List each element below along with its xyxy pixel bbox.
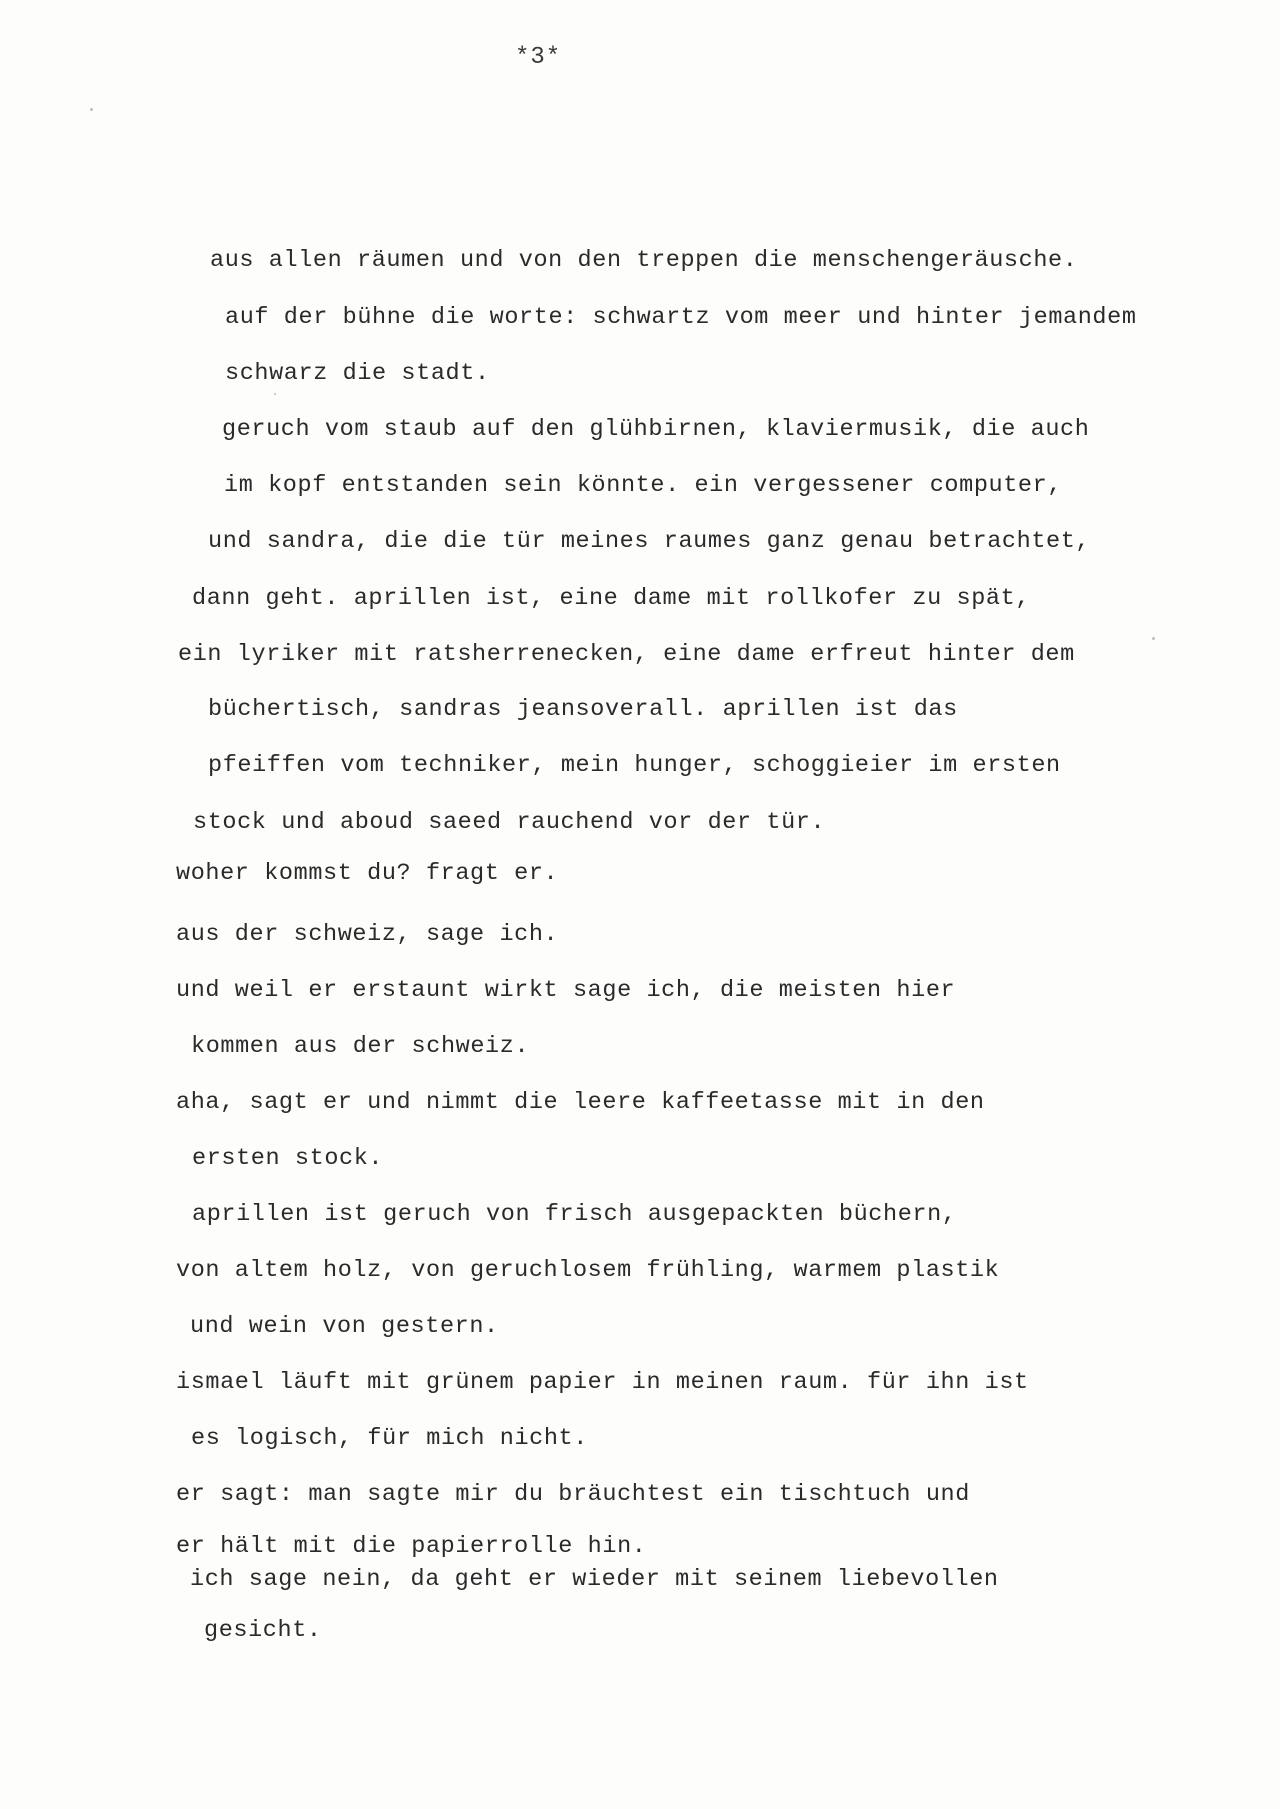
text-line: schwarz die stadt. [225,360,490,387]
text-line: auf der bühne die worte: schwartz vom meer und hinter jemandem [225,304,1137,331]
text-line: ersten stock. [192,1145,384,1172]
text-line: von altem holz, von geruchlosem frühling, warmem plastik [176,1257,1000,1284]
text-line: gesicht. [204,1617,322,1644]
paper-speck [274,393,276,395]
text-line: stock und aboud saeed rauchend vor der tür. [193,809,826,836]
paper-speck [90,108,93,111]
text-line: kommen aus der schweiz. [191,1033,530,1060]
text-line: im kopf entstanden sein könnte. ein vergessener computer, [224,472,1063,499]
text-line: pfeiffen vom techniker, mein hunger, schoggieier im ersten [208,752,1061,779]
page-number: *3* [515,44,562,71]
text-line: dann geht. aprillen ist, eine dame mit rollkofer zu spät, [192,585,1031,612]
text-line: ein lyriker mit ratsherrenecken, eine dame erfreut hinter dem [178,641,1075,668]
text-line: geruch vom staub auf den glühbirnen, klaviermusik, die auch [222,416,1090,443]
text-line: und wein von gestern. [190,1313,499,1340]
text-line: ich sage nein, da geht er wieder mit seinem liebevollen [190,1566,999,1593]
text-line: aha, sagt er und nimmt die leere kaffeetasse mit in den [176,1089,985,1116]
paper-speck [1152,637,1155,640]
text-line: es logisch, für mich nicht. [191,1425,588,1452]
text-line: büchertisch, sandras jeansoverall. aprillen ist das [208,696,958,723]
text-line: und sandra, die die tür meines raumes ganz genau betrachtet, [208,528,1091,555]
text-line: und weil er erstaunt wirkt sage ich, die meisten hier [176,977,956,1004]
text-line: er sagt: man sagte mir du bräuchtest ein tischtuch und [176,1481,970,1508]
text-line: er hält mit die papierrolle hin. [176,1533,647,1560]
text-line: woher kommst du? fragt er. [176,860,559,887]
text-line: aus allen räumen und von den treppen die menschengeräusche. [210,247,1078,274]
text-line: aus der schweiz, sage ich. [176,921,559,948]
text-line: aprillen ist geruch von frisch ausgepackten büchern, [192,1201,957,1228]
text-line: ismael läuft mit grünem papier in meinen raum. für ihn ist [176,1369,1029,1396]
